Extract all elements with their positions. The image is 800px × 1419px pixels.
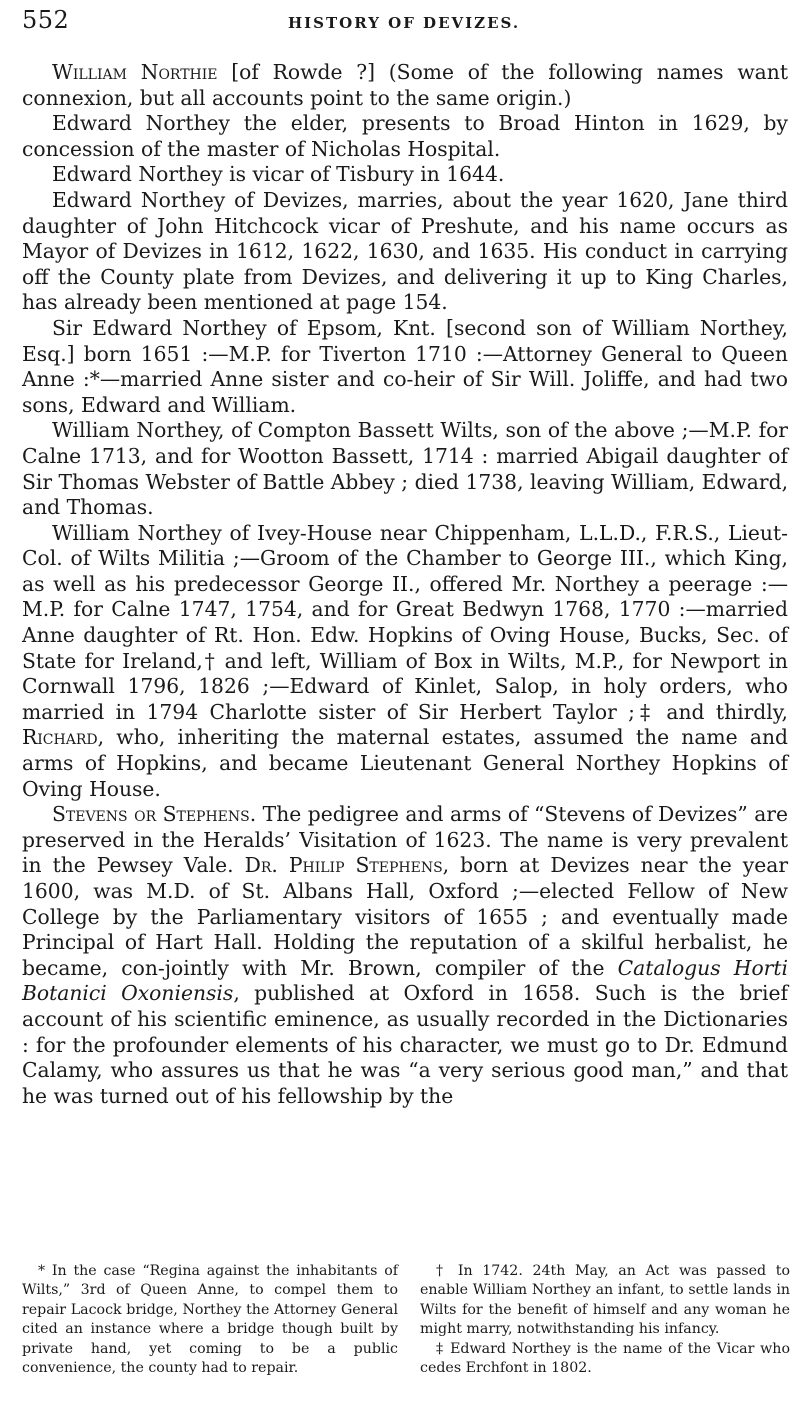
paragraph-compton-bassett: William Northey, of Compton Bassett Wilts, son of the above ;—M.P. for Calne 1713, and for Wootton Bassett, 1714 : married Abigail daughter of Sir Thomas Webster of Battle Abbey ; died 1738, leaving William, Edward, and Thomas.	[22, 418, 789, 520]
paragraph-text: The pedigree and arms of “Stevens of Devizes” are preserved in the Heralds’ Visitation of 1623. The name is very prevalent in the Pewsey Vale.	[22, 802, 788, 878]
footnote-column-left	[22, 1262, 398, 1378]
paragraph-text: , who, inheriting the maternal estates, assumed the name and arms of Hopkins, and became Lieutenant General Northey Hopkins of Oving House.	[22, 725, 788, 801]
paragraph-text: , born at Devizes near the year 1600, was M.D. of St. Albans Hall, Oxford ;—elected Fellow of New College by the Parliamentary visitors of 1655 ; and eventually made Principal of Hart Hall. Holding the reputation of a skilful herbalist, he became, con-jointly with Mr. Brown, compiler of the	[22, 853, 789, 980]
paragraph-sir-edward-northey: Sir Edward Northey of Epsom, Knt. [second son of William Northey, Esq.] born 1651 :—M.P. for Tiverton 1710 :—Attorney General to Queen Anne :*—married Anne sister and co-heir of Sir Will. Joliffe, and had two sons, Edward and William.	[22, 315, 788, 417]
footnote-dagger: † In 1742. 24th May, an Act was passed to enable William Northey an infant, to settle lands in Wilts for the benefit of himself and any woman he might marry, notwithstanding his infancy.	[420, 1263, 790, 1338]
footnote-double-dagger: ‡ Edward Northey is the name of the Vicar who cedes Erchfont in 1802.	[420, 1340, 790, 1377]
paragraph-text: [of Rowde ?] (Some of the following names want connexion, but all accounts point to the same origin.)	[22, 60, 788, 110]
paragraph-william-northie	[22, 60, 788, 111]
running-title: HISTORY OF DEVIZES.	[287, 14, 521, 32]
paragraph-broad-hinton: Edward Northey the elder, presents to Broad Hinton in 1629, by concession of the master of Nicholas Hospital.	[22, 111, 788, 161]
paragraph-mayor-of-devizes: Edward Northey of Devizes, marries, about the year 1620, Jane third daughter of John Hitchcock vicar of Preshute, and his name occurs as Mayor of Devizes in 1612, 1622, 1630, and 1635. His conduct in carrying off the County plate from Devizes, and delivering it up to King Charles, has already been mentioned at page 154.	[22, 187, 788, 315]
page-number: 552	[22, 6, 70, 34]
paragraph-tisbury: Edward Northey is vicar of Tisbury in 1644.	[52, 162, 505, 187]
paragraph-text: William Northey of Ivey-House near Chippenham, L.L.D., F.R.S., Lieut-Col. of Wilts Militia ;—Groom of the Chamber to George III., which King, as well as his predecessor George II., offered Mr. Northey a peerage :—M.P. for Calne 1747, 1754, and for Great Bedwyn 1768, 1770 :—married Anne daughter of Rt. Hon. Edw. Hopkins of Oving House, Bucks, Sec. of State for Ireland,† and left, William of Box in Wilts, M.P., for Newport in Cornwall 1796, 1826 ;—Edward of Kinlet, Salop, in holy orders, who married in 1794 Charlotte sister of Sir Herbert Taylor ;‡ and thirdly,	[22, 520, 788, 724]
entry-name: Stevens or Stephens.	[52, 802, 257, 827]
book-title: Catalogus Horti Botanici Oxoniensis	[22, 955, 788, 1006]
body-text	[22, 60, 788, 1109]
page-header	[22, 6, 786, 46]
footnote-column-right	[420, 1262, 790, 1378]
paragraph-stevens	[22, 802, 788, 1109]
footnote-asterisk: * In the case “Regina against the inhabitants of Wilts,” 3rd of Queen Anne, to compel them to repair Lacock bridge, Northey the Attorney General cited an instance where a bridge though built by private hand, yet coming to be a public convenience, the county had to repair.	[22, 1263, 398, 1377]
paragraph-text: , published at Oxford in 1658. Such is the brief account of his scientific eminence, as usually recorded in the Dictionaries : for the profounder elements of his character, we must go to Dr. Edmund Calamy, who assures us that he was “a very serious good man,” and that he was turned out of his fellowship by the	[22, 981, 788, 1108]
person-name-richard: Richard	[22, 725, 98, 750]
entry-name: William Northie	[52, 60, 218, 84]
paragraph-ivey-house	[22, 521, 788, 803]
person-name-philip-stephens: Dr. Philip Stephens	[244, 853, 443, 878]
